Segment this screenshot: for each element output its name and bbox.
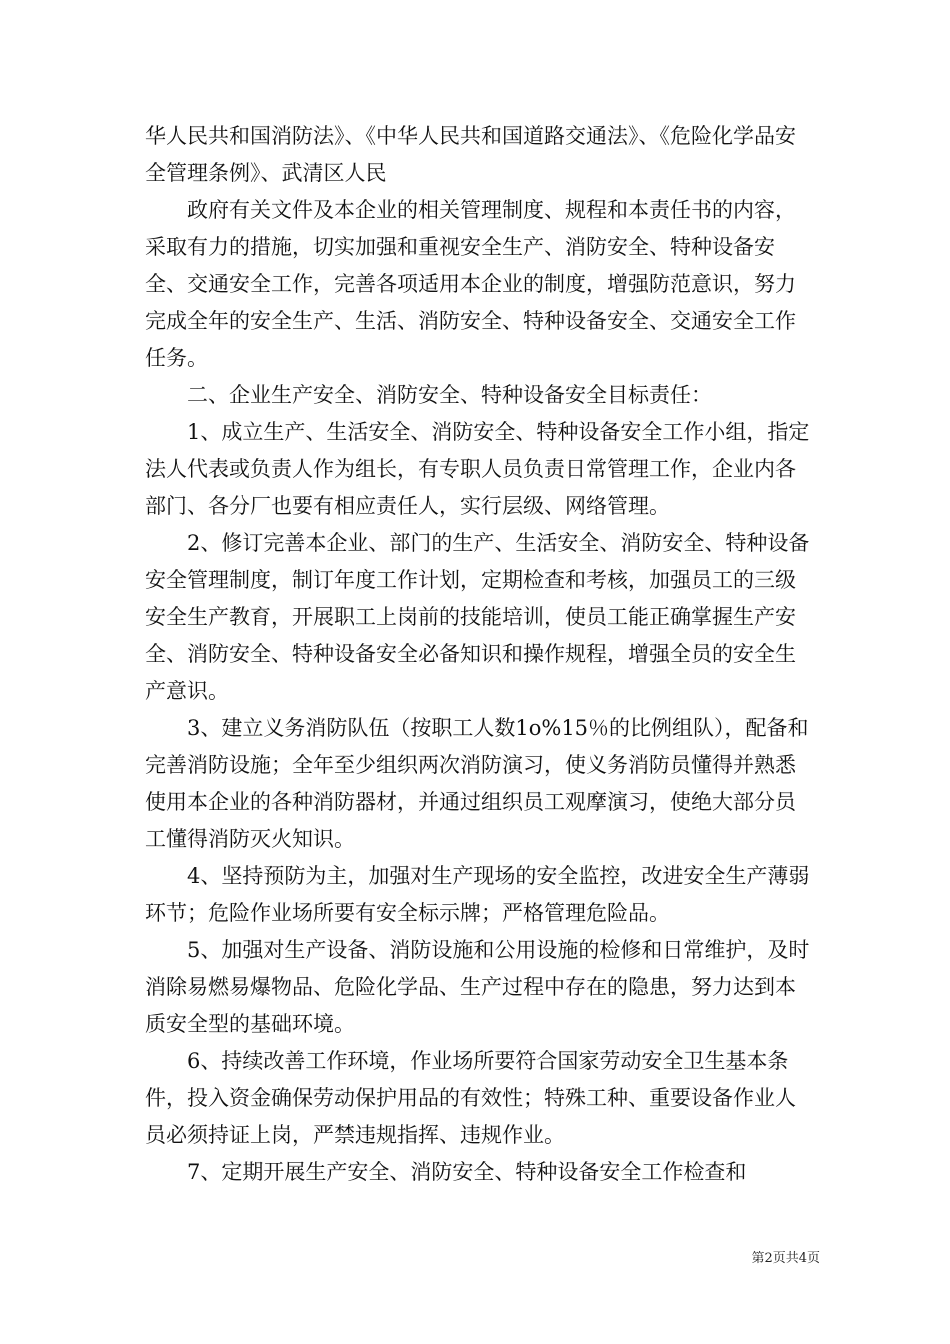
page-number-footer: 第2页共4页	[751, 1251, 820, 1266]
paragraph: 3、建立义务消防队伍（按职工人数1o%15％的比例组队），配备和完善消防设施；全年至少组织两次消防演习，使义务消防员懂得并熟悉使用本企业的各种消防器材，并通过组织员工观摩演习，使绝大部分员工懂得消防灭火知识。	[145, 716, 809, 851]
paragraph: 二、企业生产安全、消防安全、特种设备安全目标责任：	[145, 383, 712, 407]
paragraph: 政府有关文件及本企业的相关管理制度、规程和本责任书的内容，采取有力的措施，切实加强和重视安全生产、消防安全、特种设备安全、交通安全工作，完善各项适用本企业的制度，增强防范意识，努力完成全年的安全生产、生活、消防安全、特种设备安全、交通安全工作任务。	[145, 198, 796, 370]
paragraph: 1、成立生产、生活安全、消防安全、特种设备安全工作小组，指定法人代表或负责人作为组长，有专职人员负责日常管理工作，企业内各部门、各分厂也要有相应责任人，实行层级、网络管理。	[145, 420, 810, 518]
paragraph: 4、坚持预防为主，加强对生产现场的安全监控，改进安全生产薄弱环节；危险作业场所要有安全标示牌；严格管理危险品。	[145, 864, 810, 925]
document-body	[145, 118, 815, 1191]
paragraph: 7、定期开展生产安全、消防安全、特种设备安全工作检查和	[145, 1160, 747, 1184]
paragraph: 6、持续改善工作环境，作业场所要符合国家劳动安全卫生基本条件，投入资金确保劳动保护用品的有效性；特殊工种、重要设备作业人员必须持证上岗，严禁违规指挥、违规作业。	[145, 1049, 796, 1147]
paragraph: 2、修订完善本企业、部门的生产、生活安全、消防安全、特种设备安全管理制度，制订年度工作计划，定期检查和考核，加强员工的三级安全生产教育，开展职工上岗前的技能培训，使员工能正确掌握生产安全、消防安全、特种设备安全必备知识和操作规程，增强全员的安全生产意识。	[145, 531, 810, 703]
paragraph: 5、加强对生产设备、消防设施和公用设施的检修和日常维护，及时消除易燃易爆物品、危险化学品、生产过程中存在的隐患，努力达到本质安全型的基础环境。	[145, 938, 810, 1036]
paragraph: 华人民共和国消防法》、《中华人民共和国道路交通法》、《危险化学品安全管理条例》、武清区人民	[145, 124, 796, 185]
